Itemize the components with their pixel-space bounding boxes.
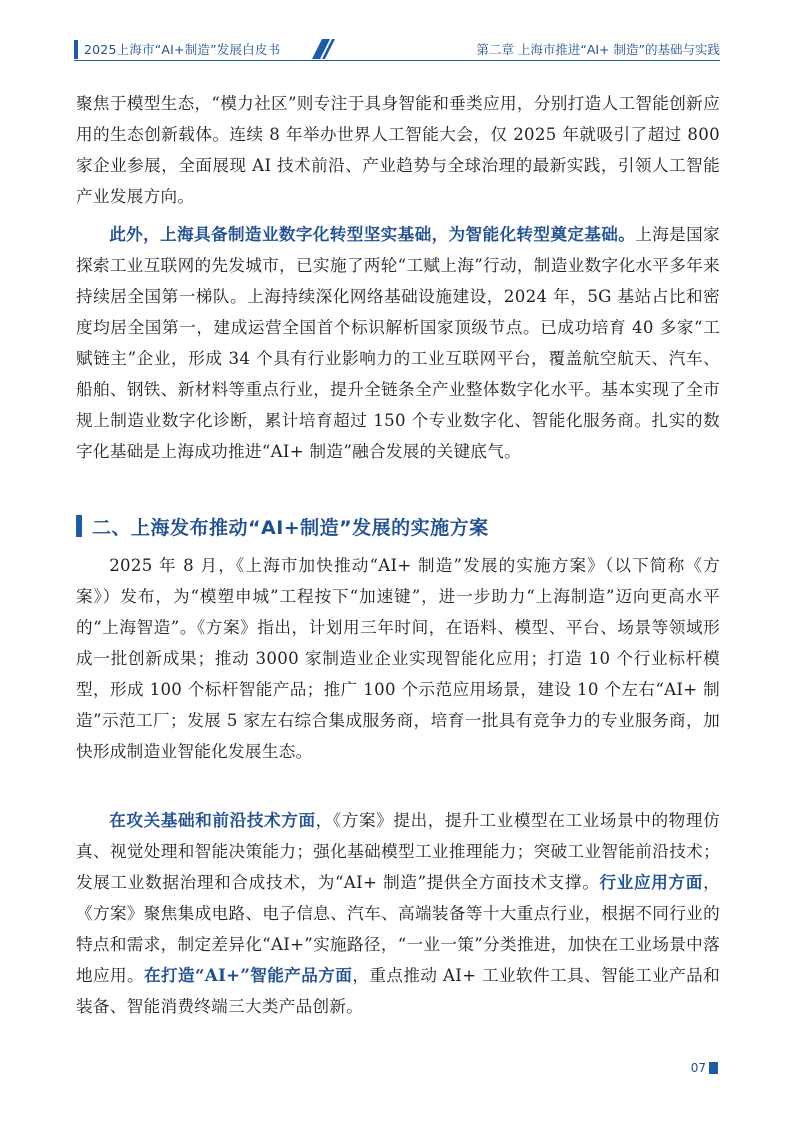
page-header — [74, 36, 720, 60]
highlight-industry-application: 行业应用方面 — [599, 872, 704, 892]
paragraph-4: 在攻关基础和前沿技术方面，《方案》提出，提升工业模型在工业场景中的物理仿真、视觉处理和智能决策能力；强化基础模型工业推理能力；突破工业智能前沿技术；发展工业数据治理和合成技术，为“AI+ 制造”提供全方面技术支撑。行业应用方面，《方案》聚焦集成电路、电子信息、汽车、高端装备等十大重点行业，根据不同行业的特点和需求，制定差异化“AI+”实施路径，“一业一策”分类推进，加快在工业场景中落地应用。在打造“AI+”智能产品方面，重点推动 AI+ 工业软件工具、智能工业产品和装备、智能消费终端三大类产品创新。 — [76, 810, 720, 1016]
paragraph-2-text: 上海是国家探索工业互联网的先发城市，已实施了两轮“工赋上海”行动，制造业数字化水平多年来持续居全国第一梯队。上海持续深化网络基础设施建设，2024 年，5G 基站占比和密度均居全国第一，建成运营全国首个标识解析国家顶级节点。已成功培育 40 多家“工赋链主”企业，形成 34 个具有行业影响力的工业互联网平台，覆盖航空航天、汽车、船舶、钢铁、新材料等重点行业，提升全链条全产业整体数字化水平。基本实现了全市规上制造业数字化诊断，累计培育超过 150 个专业数字化、智能化服务商。扎实的数字化基础是上海成功推进“AI+ 制造”融合发展的关键底气。 — [76, 225, 720, 461]
page-number — [691, 1061, 718, 1075]
paragraph-2 — [76, 219, 720, 467]
section-heading — [76, 510, 720, 542]
header-chapter-title: 第二章 上海市推进“AI+ 制造”的基础与实践 — [476, 42, 720, 57]
header-book-title: 2025上海市“AI+制造”发展白皮书 — [84, 42, 281, 57]
paragraph-3: 2025 年 8 月，《上海市加快推动“AI+ 制造”发展的实施方案》（以下简称《方案》）发布，为“模塑申城”工程按下“加速键”，进一步助力“上海制造”迈向更高水平的“上海智造”。《方案》指出，计划用三年时间，在语料、模型、平台、场景等领域形成一批创新成果；推动 3000 家制造业企业实现智能化应用；打造 10 个行业标杆模型，形成 100 个标杆智能产品；推广 100 个示范应用场景，建设 10 个左右“AI+ 制造”示范工厂；发展 5 家左右综合集成服务商，培育一批具有竞争力的专业服务商，加快形成制造业智能化发展生态。 — [76, 556, 720, 761]
section-marker — [76, 515, 82, 537]
header-rule — [74, 60, 720, 61]
page-number-text: 07 — [690, 1061, 706, 1075]
highlight-smart-products: 在打造“AI+”智能产品方面 — [144, 965, 353, 985]
header-accent-bar — [74, 40, 78, 59]
paragraph-1: 聚焦于模型生态，“模力社区”则专注于具身智能和垂类应用，分别打造人工智能创新应用的生态创新载体。连续 8 年举办世界人工智能大会，仅 2025 年就吸引了超过 800 家企业参展，全面展现 AI 技术前沿、产业趋势与全球治理的最新实践，引领人工智能产业发展方向。 — [76, 94, 720, 206]
page-number-square — [709, 1062, 718, 1074]
highlight-frontier-tech: 在攻关基础和前沿技术方面 — [109, 810, 316, 830]
section-title: 二、上海发布推动“AI+制造”发展的实施方案 — [92, 516, 489, 539]
header-slash-decoration — [312, 39, 386, 59]
paragraph-2-highlight: 此外，上海具备制造业数字化转型坚实基础，为智能化转型奠定基础。 — [109, 224, 636, 244]
header-left — [74, 38, 330, 60]
